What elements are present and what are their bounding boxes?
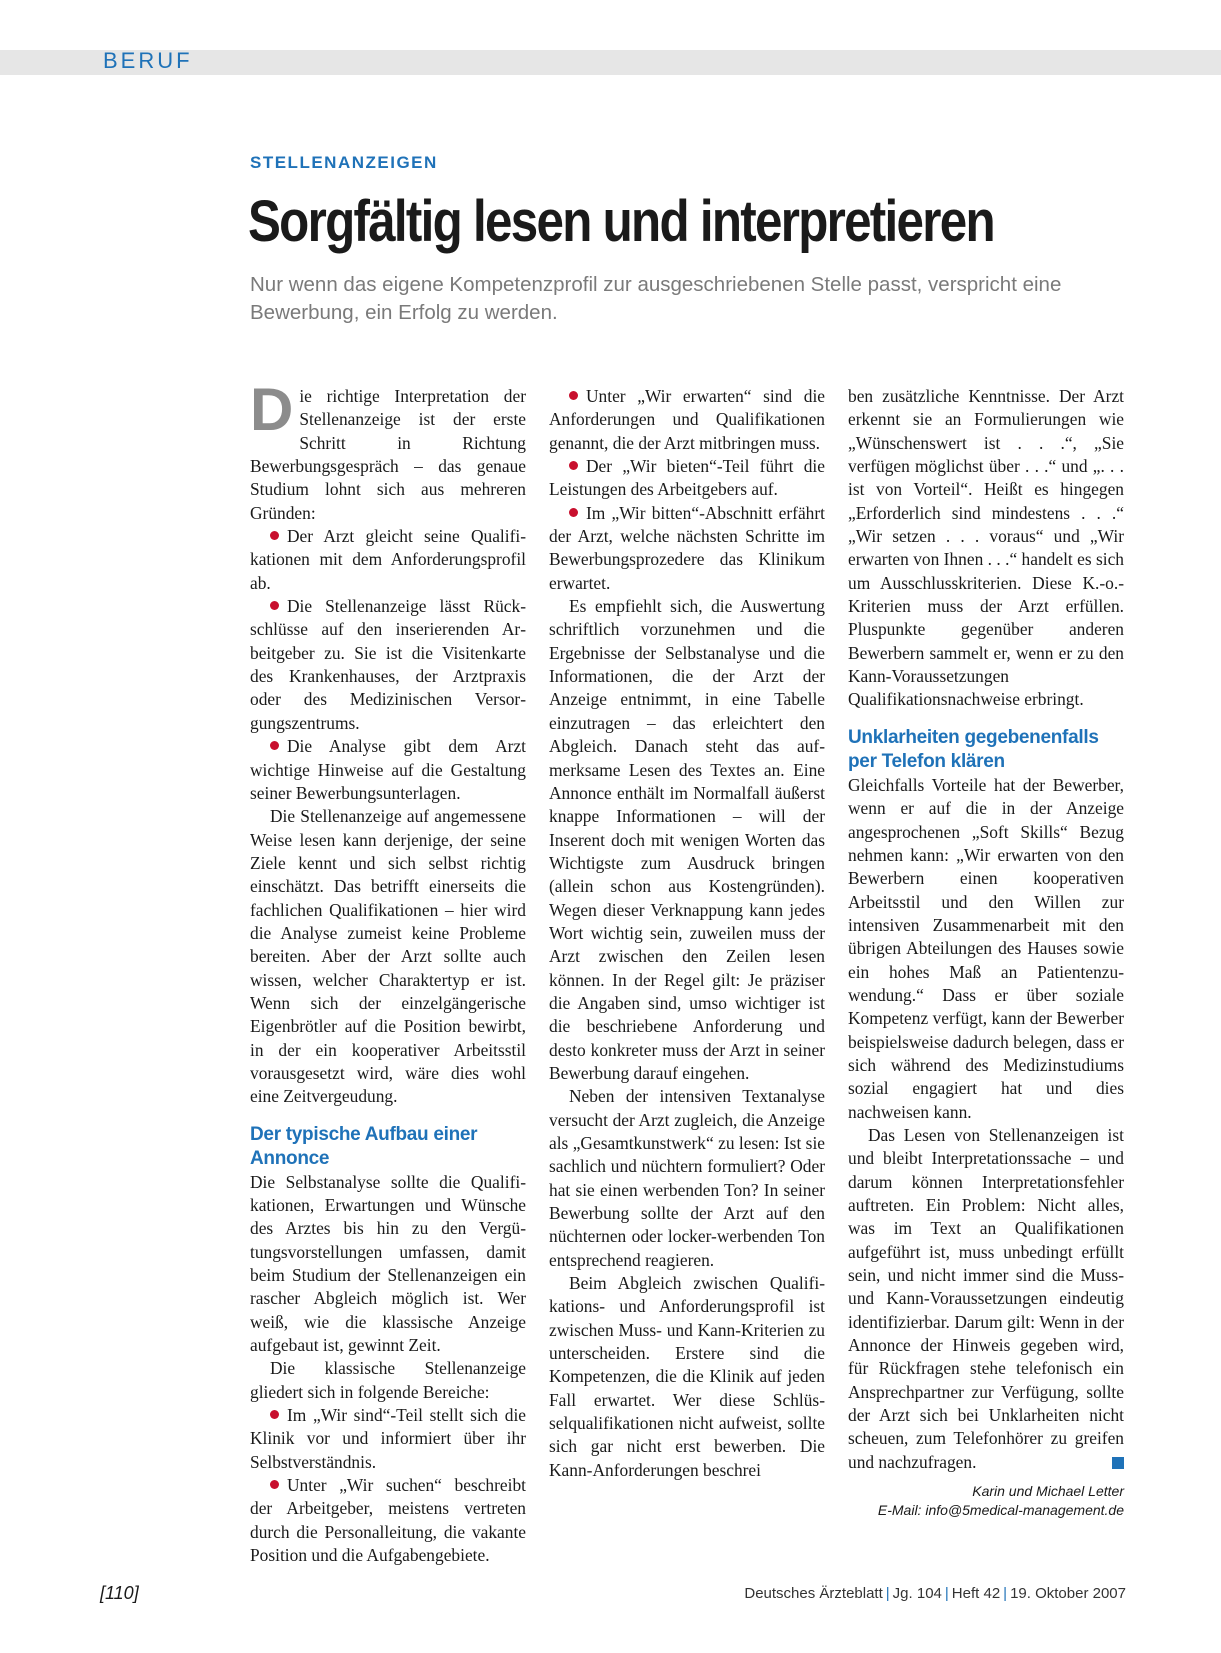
article-deck: Nur wenn das eigene Kompetenzprofil zur ausgeschriebenen Stelle passt, verspricht eine Bewerbung, ein Erfolg zu werden. [250, 273, 1062, 324]
bullet-icon [270, 1410, 279, 1419]
column-3 [848, 385, 1124, 1520]
subheading: Der typische Aufbau einer Annonce [250, 1123, 478, 1169]
column-2 [549, 385, 825, 1482]
body-paragraph: Die klassische Stellenanzeige gliedert sich in folgende Bereiche: [250, 1358, 526, 1402]
bullet-icon [569, 461, 578, 470]
article-title: Sorgfältig lesen und interpretieren [248, 189, 994, 254]
list-item: Unter „Wir erwarten“ sind die Anforderungen und Qualifikationen genannt, die der Arzt mitbringen muss. [549, 386, 825, 453]
body-paragraph: ben zusätzliche Kenntnisse. Der Arzt erkennt sie an Formulierungen wie „Wünschenswert ist . . .“, „Sie verfügen möglichst über . . .“ und „. . . ist von Vorteil“. Heißt es hingegen „Erforderlich sind mindestens . . .“ „Wir setzen . . . voraus“ und „Wir erwarten von Ihnen . . .“ handelt es sich um Ausschlusskriterien. Diese K.-o.-Kriterien muss der Arzt erfüllen. Pluspunkte gegenüber anderen Bewerbern sammelt er, wenn er zu den Kann-Voraussetzungen Qualifikationsnachweise erbringt. [848, 386, 1124, 710]
list-item: Im „Wir bitten“-Abschnitt erfährt der Arzt, welche nächsten Schritte im Bewerbungsprozedere das Klinikum erwartet. [549, 502, 825, 593]
list-item: Die Analyse gibt dem Arzt wichtige Hinweise auf die Gestaltung seiner Bewerbungsunterlagen. [250, 736, 526, 803]
list-item: Unter „Wir suchen“ beschreibt der Arbeitgeber, meistens vertreten durch die Personalleitung, die vakante Position und die Aufgabengebiete. [250, 1475, 526, 1566]
bullet-icon [569, 508, 578, 517]
list-item: Die Stellenanzeige lässt Rückschlüsse auf den inserierenden Arbeitgeber zu. Sie ist die Visitenkarte des Krankenhauses, der Arztpraxis oder des Medizinischen Versorgungszentrums. [250, 596, 526, 733]
bullet-icon [270, 601, 279, 610]
subheading: Unklarheiten gegebenenfalls per Telefon klären [848, 726, 1099, 772]
journal-date: 19. Oktober 2007 [1010, 1585, 1126, 1602]
section-label: BERUF [103, 48, 193, 73]
bullet-icon [569, 391, 578, 400]
author-name: Karin und Michael Letter [972, 1483, 1124, 1500]
body-paragraph: Das Lesen von Stellenanzeigen ist und bleibt Interpretationssache – und darum können Interpretationsfehler auftreten. Ein Problem: Nicht alles, was im Text an Qualifikationen aufgeführt ist, muss unbedingt erfüllt sein, und nicht immer sind die Muss- und Kann-Voraussetzungen eindeutig identifizierbar. Darum gilt: Wenn in der Annonce der Hinweis gegeben wird, für Rückfragen stehe telefonisch ein Ansprechpartner zur Verfügung, sollte der Arzt sich bei Unklarheiten nicht scheuen, zum Telefonhörer zu greifen und nachzufragen. [848, 1124, 1124, 1472]
author-block [848, 1482, 1124, 1520]
list-item: Im „Wir sind“-Teil stellt sich die Klinik vor und informiert über ihr Selbstverständnis. [250, 1405, 526, 1472]
body-paragraph: Neben der intensiven Textanalyse versucht der Arzt zugleich, die Anzeige als „Gesamtkunstwerk“ zu lesen: Ist sie sachlich und nüchtern formuliert? Oder hat sie einen werbenden Ton? In seiner Bewerbung sollte der Arzt auf den nüchternen oder locker-werbenden Ton entsprechend reagieren. [549, 1086, 825, 1270]
page-number: [110] [100, 1583, 139, 1603]
list-item: Der Arzt gleicht seine Qualifikationen mit dem Anforderungsprofil ab. [250, 526, 526, 593]
list-item: Der „Wir bieten“-Teil führt die Leistungen des Arbeitgebers auf. [549, 456, 825, 500]
end-mark-icon [1112, 1457, 1124, 1469]
column-1 [250, 376, 526, 1568]
journal-issue: Heft 42 [951, 1585, 1001, 1602]
author-email: E-Mail: info@5medical-management.de [877, 1502, 1124, 1519]
body-paragraph: Die Stellenanzeige auf angemessene Weise lesen kann derjenige, der seine Ziele kennt und sich selbst richtig einschätzt. Das betrifft einerseits die fachlichen Qualifikationen – hier wird die Analyse zumeist keine Probleme bereiten. Aber der Arzt sollte auch wissen, welcher Charaktertyp er ist. Wenn sich der einzelgängerische Eigenbrötler auf die Position bewirbt, in der ein kooperativer Arbeitsstil vorausgesetzt wird, wäre dies wohl eine Zeitvergeudung. [250, 806, 526, 1107]
drop-cap: D [250, 376, 294, 443]
bullet-icon [270, 741, 279, 750]
body-paragraph: Die Selbstanalyse sollte die Qualifikationen, Erwartungen und Wünsche des Arztes bis hin zu den Vergütungsvorstellungen umfassen, damit beim Studium der Stellenanzeigen ein rascher Abgleich möglich ist. Wer weiß, wie die klassische Anzeige aufgebaut ist, gewinnt Zeit. [250, 1171, 526, 1356]
body-paragraph: Beim Abgleich zwischen Qualifikations- und Anforderungsprofil ist zwischen Muss- und Kann-Kriterien zu unterscheiden. Erstere sind die Kompetenzen, die die Klinik auf jeden Fall erwartet. Wer diese Schlüsselqualifikationen nicht aufweist, sollte sich gar nicht erst bewerben. Die Kann-Anforderungen beschrei [549, 1273, 825, 1480]
intro-paragraph: Die richtige Interpretation der Stellenanzeige ist der erste Schritt in Richtung Bewerbungsgespräch – das genaue Studium lohnt sich aus mehreren Gründen: [250, 376, 526, 523]
bullet-icon [270, 531, 279, 540]
body-paragraph: Gleichfalls Vorteile hat der Bewerber, wenn er auf die in der Anzeige angesprochenen „Soft Skills“ Bezug nehmen kann: „Wir erwarten von den Bewerbern einen kooperativen Arbeitsstil und den Willen zur intensiven Zusammenarbeit mit den übrigen Abteilungen des Hauses sowie ein hohes Maß an Patientenzuwendung.“ Dass er über soziale Kompetenz verfügt, kann der Bewerber beispielsweise dadurch belegen, dass er sich während des Medizinstudiums sozial engagiert hat und dies nachweisen kann. [848, 774, 1124, 1122]
bullet-icon [270, 1480, 279, 1489]
journal-name: Deutsches Ärzteblatt [744, 1585, 883, 1602]
journal-volume: Jg. 104 [892, 1585, 942, 1602]
footer-citation: Deutsches Ärzteblatt | Jg. 104 | Heft 42 | 19. Oktober 2007 [744, 1585, 1126, 1602]
article-kicker: STELLENANZEIGEN [250, 153, 438, 172]
body-paragraph: Es empfiehlt sich, die Auswertung schriftlich vorzunehmen und die Ergebnisse der Selbstanalyse und die Informationen, die der Arzt der Anzeige entnimmt, in eine Tabelle einzutragen – das erleichtert den Abgleich. Danach steht das aufmerksame Lesen des Textes an. Eine Annonce enthält im Normalfall äußerst knappe Informationen – will der Inserent doch mit wenigen Worten das Wichtigste zum Ausdruck bringen (allein schon aus Kostengründen). Wegen dieser Verknappung kann jedes Wort wichtig sein, zuweilen muss der Arzt zwischen den Zeilen lesen können. In der Regel gilt: Je präziser die Angaben sind, umso wichtiger ist die beschriebene Anforderung und desto konkreter muss der Arzt in seiner Bewerbung darauf eingehen. [549, 596, 825, 1083]
